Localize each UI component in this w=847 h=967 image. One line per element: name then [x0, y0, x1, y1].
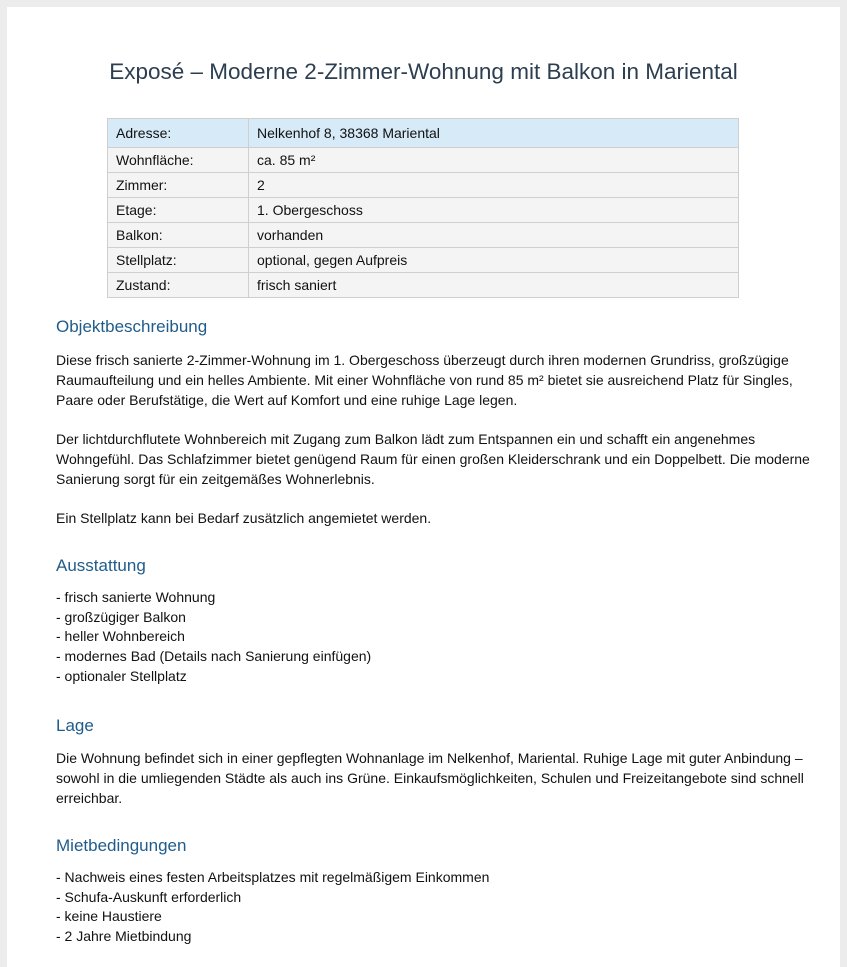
list-item: - 2 Jahre Mietbindung: [56, 928, 192, 945]
document-page: [7, 7, 840, 967]
list-item: - Nachweis eines festen Arbeitsplatzes mit regelmäßigem Einkommen: [56, 869, 490, 885]
page-title: Exposé – Moderne 2-Zimmer-Wohnung mit Balkon in Mariental: [109, 59, 738, 84]
fact-label: Stellplatz:: [108, 248, 249, 273]
fact-label: Etage:: [108, 198, 249, 223]
facts-row: [108, 119, 739, 148]
fact-label: Adresse:: [108, 119, 249, 148]
facts-row: [108, 148, 739, 173]
fact-label: Wohnfläche:: [108, 148, 249, 173]
facts-row: [108, 198, 739, 223]
section-heading: Objektbeschreibung: [56, 317, 208, 336]
paragraph: Ein Stellplatz kann bei Bedarf zusätzlich angemietet werden.: [56, 510, 432, 526]
fact-label: Zimmer:: [108, 173, 249, 198]
facts-row: [108, 173, 739, 198]
fact-label: Zustand:: [108, 273, 249, 298]
list-item: - frisch sanierte Wohnung: [56, 589, 216, 605]
paragraph: Diese frisch sanierte 2-Zimmer-Wohnung im 1. Obergeschoss überzeugt durch ihren modernen Grundriss, großzügige Raumaufteilung und ein helles Ambiente. Mit einer Wohnfläche von rund 85 m² bietet sie ausreichend Platz für Singles, Paare oder Berufstätige, die Wert auf Komfort und eine ruhige Lage legen.: [56, 352, 793, 408]
fact-value: Nelkenhof 8, 38368 Mariental: [249, 119, 739, 148]
fact-value: 2: [249, 173, 739, 198]
section-heading: Ausstattung: [56, 556, 146, 575]
paragraph: Der lichtdurchflutete Wohnbereich mit Zugang zum Balkon lädt zum Entspannen ein und schafft ein angenehmes Wohngefühl. Das Schlafzimmer bietet genügend Raum für einen großen Kleiderschrank und ein Doppelbett. Die moderne Sanierung sorgt für ein zeitgemäßes Wohnerlebnis.: [56, 431, 810, 487]
list-item: - modernes Bad (Details nach Sanierung einfügen): [56, 648, 372, 665]
section-lage: [56, 716, 816, 808]
section-mietbedingungen: [56, 836, 816, 947]
list-item: - optionaler Stellplatz: [56, 667, 187, 684]
paragraph: Die Wohnung befindet sich in einer gepflegten Wohnanlage im Nelkenhof, Mariental. Ruhige Lage mit guter Anbindung – sowohl in die umliegenden Städte als auch ins Grüne. Einkaufsmöglichkeiten, Schulen und Freizeitangebote sind schnell erreichbar.: [56, 750, 804, 806]
list-item: - großzügiger Balkon: [56, 608, 186, 625]
facts-row: [108, 273, 739, 298]
fact-value: optional, gegen Aufpreis: [249, 248, 739, 273]
list-item: - keine Haustiere: [56, 908, 162, 925]
section-ausstattung: [56, 556, 816, 687]
list-item: - heller Wohnbereich: [56, 628, 185, 645]
fact-value: vorhanden: [249, 223, 739, 248]
fact-value: ca. 85 m²: [249, 148, 739, 173]
facts-row: [108, 223, 739, 248]
list-item: - Schufa-Auskunft erforderlich: [56, 888, 242, 905]
facts-table: [107, 118, 739, 298]
section-heading: Mietbedingungen: [56, 836, 187, 855]
fact-label: Balkon:: [108, 223, 249, 248]
section-objektbeschreibung: [56, 317, 816, 528]
fact-value: frisch saniert: [249, 273, 739, 298]
fact-value: 1. Obergeschoss: [249, 198, 739, 223]
facts-row: [108, 248, 739, 273]
section-heading: Lage: [56, 716, 94, 735]
